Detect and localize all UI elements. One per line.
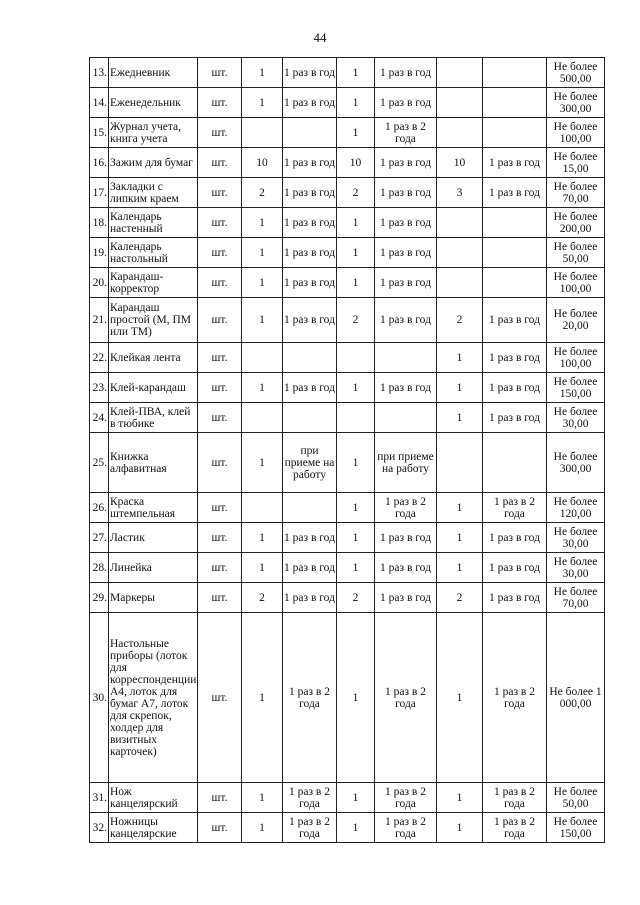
unit-cell: шт.: [198, 88, 242, 118]
item-name: Журнал учета, книга учета: [109, 118, 198, 148]
frequency-cell-3: [483, 58, 547, 88]
table-body: [90, 58, 605, 843]
quantity-cell-3: 1: [437, 553, 483, 583]
item-name: Маркеры: [109, 583, 198, 613]
row-number: 18.: [90, 208, 109, 238]
max-price-cell: Не более 30,00: [547, 553, 605, 583]
table-row: [90, 88, 605, 118]
max-price-cell: Не более 1 000,00: [547, 613, 605, 783]
row-number: 20.: [90, 268, 109, 298]
frequency-cell-2: 1 раз в 2 года: [375, 493, 437, 523]
max-price-cell: Не более 500,00: [547, 58, 605, 88]
item-name: Закладки с липким краем: [109, 178, 198, 208]
quantity-cell-2: 1: [337, 58, 375, 88]
frequency-cell-1: 1 раз в 2 года: [283, 613, 337, 783]
table-row: [90, 178, 605, 208]
quantity-cell-3: 1: [437, 813, 483, 843]
max-price-cell: Не более 50,00: [547, 238, 605, 268]
frequency-cell-2: [375, 403, 437, 433]
frequency-cell-3: [483, 118, 547, 148]
frequency-cell-3: 1 раз в год: [483, 523, 547, 553]
frequency-cell-3: [483, 433, 547, 493]
quantity-cell-2: 1: [337, 523, 375, 553]
quantity-cell-2: 1: [337, 493, 375, 523]
row-number: 30.: [90, 613, 109, 783]
quantity-cell-3: [437, 268, 483, 298]
frequency-cell-2: 1 раз в 2 года: [375, 813, 437, 843]
quantity-cell-2: 1: [337, 88, 375, 118]
frequency-cell-2: 1 раз в год: [375, 178, 437, 208]
max-price-cell: Не более 15,00: [547, 148, 605, 178]
quantity-cell-1: 1: [242, 373, 283, 403]
frequency-cell-1: 1 раз в год: [283, 58, 337, 88]
quantity-cell-3: 1: [437, 373, 483, 403]
max-price-cell: Не более 50,00: [547, 783, 605, 813]
frequency-cell-2: 1 раз в год: [375, 298, 437, 343]
unit-cell: шт.: [198, 583, 242, 613]
unit-cell: шт.: [198, 523, 242, 553]
unit-cell: шт.: [198, 783, 242, 813]
frequency-cell-1: [283, 493, 337, 523]
item-name: Настольные приборы (лоток для корреспонденции А4, лоток для бумаг А7, лоток для скрепок, холдер для визитных карточек): [109, 613, 198, 783]
item-name: Клей-карандаш: [109, 373, 198, 403]
frequency-cell-3: 1 раз в год: [483, 343, 547, 373]
frequency-cell-1: 1 раз в год: [283, 523, 337, 553]
unit-cell: шт.: [198, 148, 242, 178]
unit-cell: шт.: [198, 238, 242, 268]
frequency-cell-2: 1 раз в год: [375, 553, 437, 583]
table-row: [90, 493, 605, 523]
item-name: Карандаш простой (М, ПМ или ТМ): [109, 298, 198, 343]
quantity-cell-3: 10: [437, 148, 483, 178]
quantity-cell-1: 1: [242, 553, 283, 583]
row-number: 14.: [90, 88, 109, 118]
frequency-cell-1: 1 раз в год: [283, 238, 337, 268]
unit-cell: шт.: [198, 178, 242, 208]
frequency-cell-3: 1 раз в 2 года: [483, 813, 547, 843]
quantity-cell-3: 1: [437, 403, 483, 433]
row-number: 16.: [90, 148, 109, 178]
frequency-cell-3: [483, 268, 547, 298]
row-number: 32.: [90, 813, 109, 843]
quantity-cell-2: 2: [337, 298, 375, 343]
max-price-cell: Не более 300,00: [547, 433, 605, 493]
frequency-cell-3: [483, 238, 547, 268]
frequency-cell-2: 1 раз в 2 года: [375, 783, 437, 813]
frequency-cell-1: [283, 403, 337, 433]
max-price-cell: Не более 300,00: [547, 88, 605, 118]
item-name: Клей-ПВА, клей в тюбике: [109, 403, 198, 433]
unit-cell: шт.: [198, 433, 242, 493]
max-price-cell: Не более 30,00: [547, 403, 605, 433]
table-row: [90, 238, 605, 268]
row-number: 17.: [90, 178, 109, 208]
frequency-cell-1: 1 раз в год: [283, 178, 337, 208]
row-number: 29.: [90, 583, 109, 613]
page-number: 44: [313, 30, 327, 45]
quantity-cell-1: 1: [242, 88, 283, 118]
item-name: Зажим для бумаг: [109, 148, 198, 178]
quantity-cell-1: 1: [242, 298, 283, 343]
item-name: Линейка: [109, 553, 198, 583]
frequency-cell-1: 1 раз в год: [283, 298, 337, 343]
frequency-cell-1: 1 раз в год: [283, 268, 337, 298]
unit-cell: шт.: [198, 553, 242, 583]
max-price-cell: Не более 70,00: [547, 583, 605, 613]
quantity-cell-3: 1: [437, 613, 483, 783]
frequency-cell-1: 1 раз в 2 года: [283, 783, 337, 813]
max-price-cell: Не более 70,00: [547, 178, 605, 208]
item-name: Ластик: [109, 523, 198, 553]
quantity-cell-2: 1: [337, 433, 375, 493]
quantity-cell-1: 1: [242, 238, 283, 268]
frequency-cell-2: 1 раз в год: [375, 523, 437, 553]
quantity-cell-1: 1: [242, 433, 283, 493]
quantity-cell-3: 1: [437, 343, 483, 373]
quantity-cell-1: 1: [242, 813, 283, 843]
frequency-cell-3: 1 раз в год: [483, 553, 547, 583]
table-row: [90, 783, 605, 813]
quantity-cell-3: [437, 238, 483, 268]
item-name: Еженедельник: [109, 88, 198, 118]
table-row: [90, 298, 605, 343]
frequency-cell-1: 1 раз в год: [283, 553, 337, 583]
quantity-cell-3: 1: [437, 493, 483, 523]
quantity-cell-1: 2: [242, 583, 283, 613]
unit-cell: шт.: [198, 613, 242, 783]
unit-cell: шт.: [198, 268, 242, 298]
frequency-cell-2: 1 раз в год: [375, 373, 437, 403]
row-number: 23.: [90, 373, 109, 403]
unit-cell: шт.: [198, 493, 242, 523]
table-row: [90, 813, 605, 843]
frequency-cell-2: 1 раз в год: [375, 583, 437, 613]
quantity-cell-2: 1: [337, 238, 375, 268]
frequency-cell-2: 1 раз в год: [375, 58, 437, 88]
table-row: [90, 58, 605, 88]
frequency-cell-2: 1 раз в 2 года: [375, 118, 437, 148]
unit-cell: шт.: [198, 343, 242, 373]
table-row: [90, 523, 605, 553]
quantity-cell-1: 10: [242, 148, 283, 178]
row-number: 13.: [90, 58, 109, 88]
item-name: Календарь настольный: [109, 238, 198, 268]
quantity-cell-1: 1: [242, 58, 283, 88]
frequency-cell-3: 1 раз в 2 года: [483, 493, 547, 523]
max-price-cell: Не более 20,00: [547, 298, 605, 343]
quantity-cell-1: 1: [242, 268, 283, 298]
frequency-cell-1: 1 раз в 2 года: [283, 813, 337, 843]
quantity-cell-1: 1: [242, 613, 283, 783]
max-price-cell: Не более 100,00: [547, 343, 605, 373]
quantity-cell-1: [242, 343, 283, 373]
quantity-cell-1: 2: [242, 178, 283, 208]
frequency-cell-3: 1 раз в год: [483, 403, 547, 433]
unit-cell: шт.: [198, 118, 242, 148]
frequency-cell-2: 1 раз в год: [375, 88, 437, 118]
frequency-cell-2: 1 раз в год: [375, 238, 437, 268]
frequency-cell-3: 1 раз в год: [483, 148, 547, 178]
frequency-cell-1: 1 раз в год: [283, 373, 337, 403]
table-row: [90, 613, 605, 783]
unit-cell: шт.: [198, 813, 242, 843]
unit-cell: шт.: [198, 373, 242, 403]
quantity-cell-3: 1: [437, 783, 483, 813]
row-number: 15.: [90, 118, 109, 148]
max-price-cell: Не более 150,00: [547, 813, 605, 843]
quantity-cell-1: 1: [242, 523, 283, 553]
quantity-cell-3: 3: [437, 178, 483, 208]
quantity-cell-2: [337, 343, 375, 373]
table-row: [90, 268, 605, 298]
row-number: 28.: [90, 553, 109, 583]
table-row: [90, 343, 605, 373]
frequency-cell-2: 1 раз в год: [375, 268, 437, 298]
row-number: 27.: [90, 523, 109, 553]
max-price-cell: Не более 150,00: [547, 373, 605, 403]
quantity-cell-1: [242, 403, 283, 433]
frequency-cell-2: при приеме на работу: [375, 433, 437, 493]
item-name: Календарь настенный: [109, 208, 198, 238]
quantity-cell-1: [242, 118, 283, 148]
quantity-cell-3: [437, 88, 483, 118]
item-name: Нож канцелярский: [109, 783, 198, 813]
frequency-cell-3: [483, 88, 547, 118]
quantity-cell-2: 1: [337, 373, 375, 403]
frequency-cell-3: 1 раз в год: [483, 298, 547, 343]
unit-cell: шт.: [198, 58, 242, 88]
quantity-cell-2: 1: [337, 613, 375, 783]
table-row: [90, 583, 605, 613]
row-number: 22.: [90, 343, 109, 373]
quantity-cell-2: 10: [337, 148, 375, 178]
quantity-cell-3: 2: [437, 298, 483, 343]
quantity-cell-1: 1: [242, 208, 283, 238]
item-name: Книжка алфавитная: [109, 433, 198, 493]
quantity-cell-2: 1: [337, 118, 375, 148]
quantity-cell-3: 2: [437, 583, 483, 613]
item-name: Клейкая лента: [109, 343, 198, 373]
quantity-cell-3: 1: [437, 523, 483, 553]
row-number: 31.: [90, 783, 109, 813]
quantity-cell-1: 1: [242, 783, 283, 813]
frequency-cell-3: 1 раз в год: [483, 178, 547, 208]
item-name: Ножницы канцелярские: [109, 813, 198, 843]
unit-cell: шт.: [198, 208, 242, 238]
max-price-cell: Не более 120,00: [547, 493, 605, 523]
frequency-cell-1: [283, 343, 337, 373]
frequency-cell-1: 1 раз в год: [283, 583, 337, 613]
row-number: 24.: [90, 403, 109, 433]
quantity-cell-3: [437, 58, 483, 88]
unit-cell: шт.: [198, 403, 242, 433]
frequency-cell-1: 1 раз в год: [283, 88, 337, 118]
quantity-cell-3: [437, 118, 483, 148]
max-price-cell: Не более 100,00: [547, 268, 605, 298]
frequency-cell-3: 1 раз в 2 года: [483, 613, 547, 783]
row-number: 25.: [90, 433, 109, 493]
frequency-cell-3: 1 раз в год: [483, 373, 547, 403]
quantity-cell-3: [437, 208, 483, 238]
item-name: Ежедневник: [109, 58, 198, 88]
quantity-cell-2: 2: [337, 583, 375, 613]
table-row: [90, 208, 605, 238]
frequency-cell-1: при приеме на работу: [283, 433, 337, 493]
max-price-cell: Не более 30,00: [547, 523, 605, 553]
frequency-cell-3: 1 раз в 2 года: [483, 783, 547, 813]
frequency-cell-3: 1 раз в год: [483, 583, 547, 613]
frequency-cell-1: [283, 118, 337, 148]
quantity-cell-2: 1: [337, 208, 375, 238]
quantity-cell-2: 1: [337, 783, 375, 813]
frequency-cell-2: 1 раз в год: [375, 148, 437, 178]
table-row: [90, 373, 605, 403]
quantity-cell-1: [242, 493, 283, 523]
item-name: Краска штемпельная: [109, 493, 198, 523]
max-price-cell: Не более 100,00: [547, 118, 605, 148]
quantity-cell-2: 2: [337, 178, 375, 208]
table-row: [90, 118, 605, 148]
quantity-cell-3: [437, 433, 483, 493]
frequency-cell-2: 1 раз в год: [375, 208, 437, 238]
unit-cell: шт.: [198, 298, 242, 343]
row-number: 21.: [90, 298, 109, 343]
quantity-cell-2: 1: [337, 813, 375, 843]
table-row: [90, 148, 605, 178]
frequency-cell-2: 1 раз в 2 года: [375, 613, 437, 783]
row-number: 26.: [90, 493, 109, 523]
supply-norms-table: [89, 57, 605, 843]
quantity-cell-2: 1: [337, 268, 375, 298]
table-row: [90, 553, 605, 583]
table-row: [90, 403, 605, 433]
frequency-cell-3: [483, 208, 547, 238]
frequency-cell-1: 1 раз в год: [283, 208, 337, 238]
quantity-cell-2: [337, 403, 375, 433]
row-number: 19.: [90, 238, 109, 268]
max-price-cell: Не более 200,00: [547, 208, 605, 238]
table-row: [90, 433, 605, 493]
frequency-cell-1: 1 раз в год: [283, 148, 337, 178]
frequency-cell-2: [375, 343, 437, 373]
quantity-cell-2: 1: [337, 553, 375, 583]
item-name: Карандаш-корректор: [109, 268, 198, 298]
